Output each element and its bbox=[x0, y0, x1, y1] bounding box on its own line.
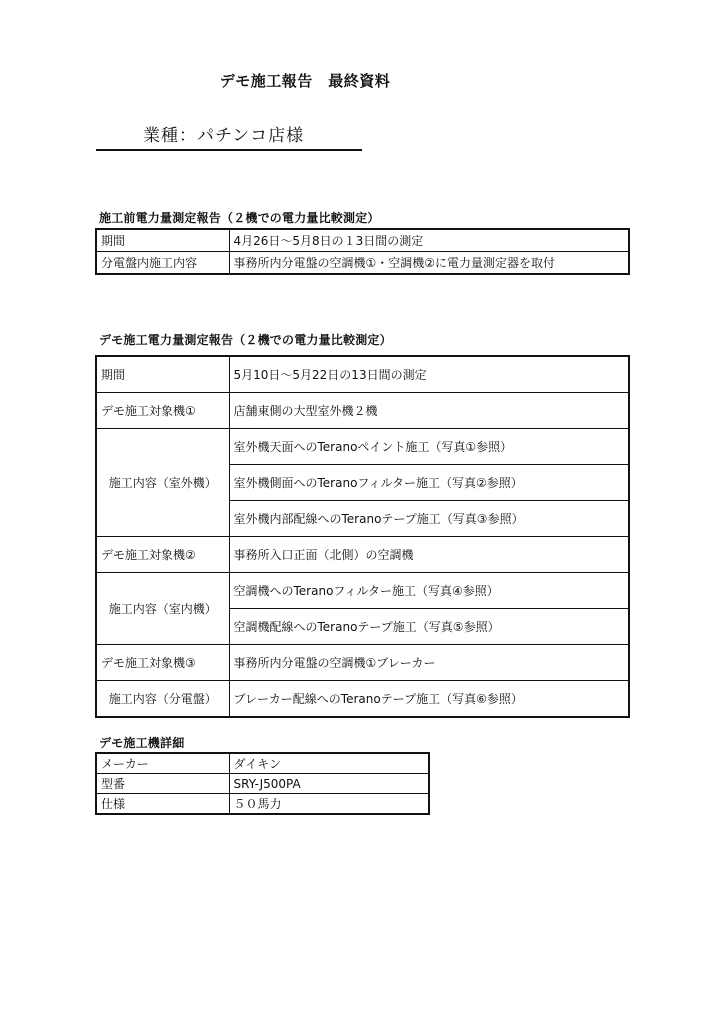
table-cell-value: 4月26日～5月8日の１3日間の測定 bbox=[229, 229, 629, 252]
table-cell-label: 分電盤内施工内容 bbox=[96, 252, 229, 275]
indoor-work-item: 空調機配線へのTeranoテープ施工（写真⑤参照） bbox=[229, 609, 629, 645]
table-cell-value: 事務所内分電盤の空調機①・空調機②に電力量測定器を取付 bbox=[229, 252, 629, 275]
period-label: 期間 bbox=[96, 356, 229, 393]
table-cell-label: 仕様 bbox=[96, 794, 229, 815]
table-row bbox=[96, 252, 629, 275]
table-cell-label: 期間 bbox=[96, 229, 229, 252]
indoor-work-label: 施工内容（室内機） bbox=[96, 573, 229, 645]
indoor-work-item: 空調機へのTeranoフィルター施工（写真④参照） bbox=[229, 573, 629, 609]
machine-details-table bbox=[95, 752, 430, 815]
panel-work-label: 施工内容（分電盤） bbox=[96, 681, 229, 718]
panel-work-value: ブレーカー配線へのTeranoテープ施工（写真⑥参照） bbox=[229, 681, 629, 718]
outdoor-work-item: 室外機側面へのTeranoフィルター施工（写真②参照） bbox=[229, 465, 629, 501]
pre-report-table bbox=[95, 228, 630, 275]
table-row bbox=[96, 537, 629, 573]
table-row bbox=[96, 356, 629, 393]
target1-label: デモ施工対象機① bbox=[96, 393, 229, 429]
document-title: デモ施工報告 最終資料 bbox=[219, 72, 391, 90]
target2-value: 事務所入口正面（北側）の空調機 bbox=[229, 537, 629, 573]
outdoor-work-label: 施工内容（室外機） bbox=[96, 429, 229, 537]
table-cell-value: ダイキン bbox=[229, 753, 429, 774]
outdoor-work-item: 室外機天面へのTeranoペイント施工（写真①参照） bbox=[229, 429, 629, 465]
target2-label: デモ施工対象機② bbox=[96, 537, 229, 573]
industry-underline bbox=[96, 149, 362, 151]
outdoor-work-item: 室外機内部配線へのTeranoテープ施工（写真③参照） bbox=[229, 501, 629, 537]
table-row bbox=[96, 753, 429, 774]
table-cell-value: ５０馬力 bbox=[229, 794, 429, 815]
demo-report-table bbox=[95, 355, 630, 718]
table-row bbox=[96, 681, 629, 718]
table-cell-value: SRY-J500PA bbox=[229, 774, 429, 794]
demo-report-heading: デモ施工電力量測定報告（２機での電力量比較測定） bbox=[99, 333, 392, 347]
table-row bbox=[96, 774, 429, 794]
table-row bbox=[96, 794, 429, 815]
table-row bbox=[96, 573, 629, 609]
pre-report-heading: 施工前電力量測定報告（２機での電力量比較測定） bbox=[99, 211, 380, 225]
industry-label: 業種：パチンコ店様 bbox=[143, 126, 305, 146]
table-row bbox=[96, 429, 629, 465]
table-cell-label: メーカー bbox=[96, 753, 229, 774]
table-cell-label: 型番 bbox=[96, 774, 229, 794]
target3-value: 事務所内分電盤の空調機①ブレーカー bbox=[229, 645, 629, 681]
target1-value: 店舗東側の大型室外機２機 bbox=[229, 393, 629, 429]
table-row bbox=[96, 645, 629, 681]
table-row bbox=[96, 393, 629, 429]
target3-label: デモ施工対象機③ bbox=[96, 645, 229, 681]
period-value: 5月10日～5月22日の13日間の測定 bbox=[229, 356, 629, 393]
table-row bbox=[96, 229, 629, 252]
machine-details-heading: デモ施工機詳細 bbox=[99, 736, 185, 750]
